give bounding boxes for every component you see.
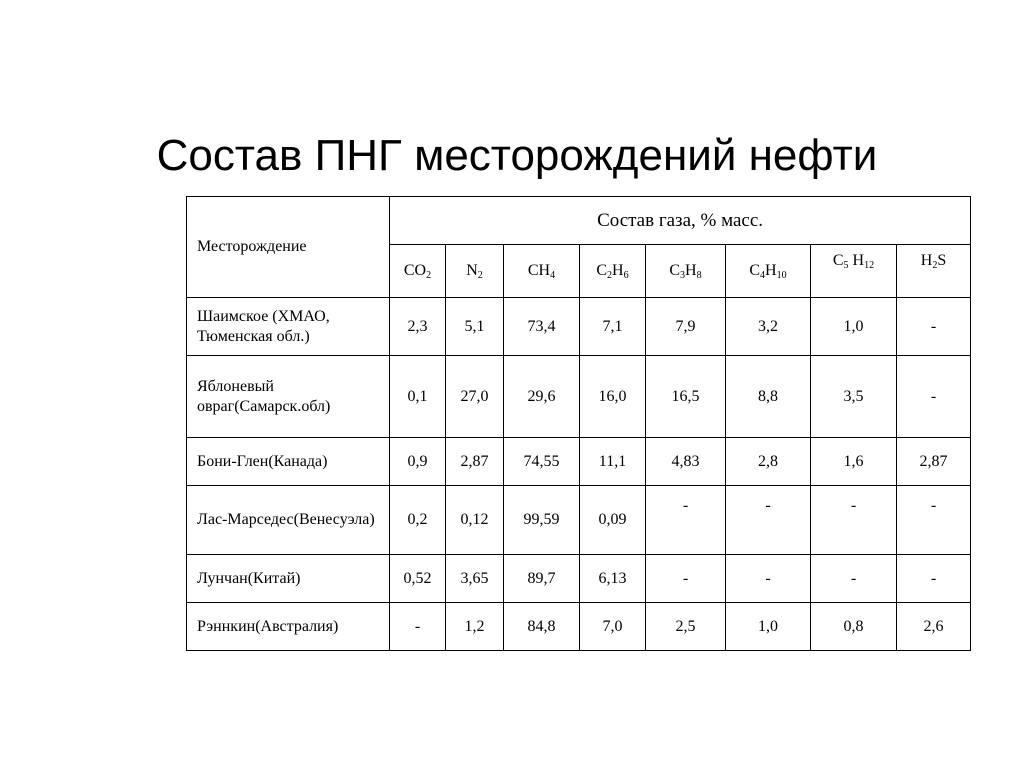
value-cell: - <box>646 486 726 555</box>
value-cell: 1,6 <box>811 438 897 486</box>
field-column-header: Месторождение <box>187 197 390 298</box>
value-cell: 0,52 <box>390 555 446 603</box>
value-cell: - <box>897 486 971 555</box>
value-cell: 16,5 <box>646 356 726 438</box>
value-cell: 84,8 <box>504 603 580 651</box>
value-cell: 2,5 <box>646 603 726 651</box>
value-cell: 7,0 <box>580 603 646 651</box>
table-row <box>187 298 971 356</box>
value-cell: - <box>897 356 971 438</box>
table-row <box>187 486 971 555</box>
field-name-cell: Рэннкин(Австралия) <box>187 603 390 651</box>
value-cell: - <box>726 486 811 555</box>
value-cell: - <box>897 298 971 356</box>
gas-header: $C_2H_6$ <box>580 245 646 298</box>
value-cell: 6,13 <box>580 555 646 603</box>
gas-header: $C_5$ $H_{12}$ <box>811 245 897 298</box>
value-cell: 4,83 <box>646 438 726 486</box>
value-cell: 0,2 <box>390 486 446 555</box>
value-cell: 0,09 <box>580 486 646 555</box>
field-name-cell: Лунчан(Китай) <box>187 555 390 603</box>
value-cell: 2,3 <box>390 298 446 356</box>
value-cell: 1,0 <box>726 603 811 651</box>
value-cell: 3,5 <box>811 356 897 438</box>
slide-title: Состав ПНГ месторождений нефти <box>156 131 878 180</box>
value-cell: - <box>390 603 446 651</box>
value-cell: 2,87 <box>897 438 971 486</box>
field-name-cell: Яблоневый овраг(Самарск.обл) <box>187 356 390 438</box>
gas-header: $H_2S$ <box>897 245 971 298</box>
value-cell: 99,59 <box>504 486 580 555</box>
value-cell: 2,87 <box>446 438 504 486</box>
gas-header: $CH_4$ <box>504 245 580 298</box>
value-cell: 16,0 <box>580 356 646 438</box>
value-cell: 73,4 <box>504 298 580 356</box>
gas-header: $C_3H_8$ <box>646 245 726 298</box>
gas-header: $CO_2$ <box>390 245 446 298</box>
table-row <box>187 356 971 438</box>
value-cell: 7,1 <box>580 298 646 356</box>
value-cell: - <box>646 555 726 603</box>
field-name-cell: Бони-Глен(Канада) <box>187 438 390 486</box>
table-row <box>187 555 971 603</box>
value-cell: 0,1 <box>390 356 446 438</box>
value-cell: 2,8 <box>726 438 811 486</box>
value-cell: - <box>811 486 897 555</box>
table-row <box>187 438 971 486</box>
value-cell: - <box>811 555 897 603</box>
value-cell: 0,8 <box>811 603 897 651</box>
value-cell: 29,6 <box>504 356 580 438</box>
value-cell: 0,9 <box>390 438 446 486</box>
table-row <box>187 603 971 651</box>
value-cell: 74,55 <box>504 438 580 486</box>
value-cell: 1,2 <box>446 603 504 651</box>
value-cell: - <box>726 555 811 603</box>
value-cell: 7,9 <box>646 298 726 356</box>
value-cell: 89,7 <box>504 555 580 603</box>
gas-header: $N_2$ <box>446 245 504 298</box>
value-cell: - <box>897 555 971 603</box>
value-cell: 3,2 <box>726 298 811 356</box>
value-cell: 11,1 <box>580 438 646 486</box>
field-name-cell: Шаимское (ХМАО, Тюменская обл.) <box>187 298 390 356</box>
gas-composition-table <box>186 196 971 651</box>
value-cell: 5,1 <box>446 298 504 356</box>
value-cell: 1,0 <box>811 298 897 356</box>
value-cell: 27,0 <box>446 356 504 438</box>
value-cell: 0,12 <box>446 486 504 555</box>
value-cell: 2,6 <box>897 603 971 651</box>
field-name-cell: Лас-Марседес(Венесуэла) <box>187 486 390 555</box>
value-cell: 8,8 <box>726 356 811 438</box>
value-cell: 3,65 <box>446 555 504 603</box>
gas-header: $C_4H_{10}$ <box>726 245 811 298</box>
composition-group-header: Состав газа, % масс. <box>390 197 971 245</box>
